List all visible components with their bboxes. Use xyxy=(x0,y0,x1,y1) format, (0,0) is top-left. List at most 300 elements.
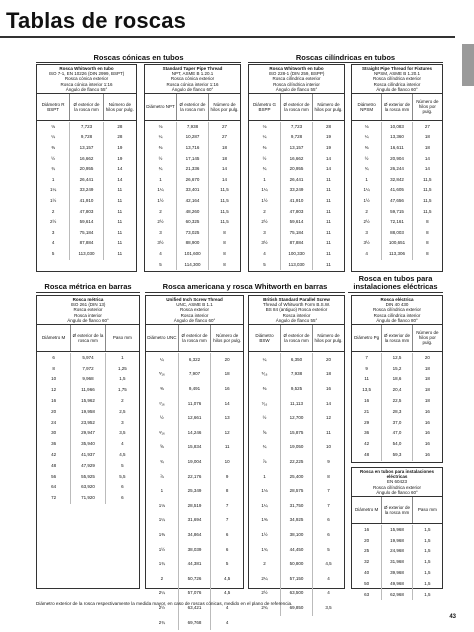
table-cell: 15,962 xyxy=(71,396,105,407)
table-row xyxy=(249,143,344,154)
section-rule xyxy=(348,292,443,293)
table-cell: 17,145 xyxy=(177,154,209,165)
table-row xyxy=(146,513,243,528)
table-cell: 18 xyxy=(221,145,227,151)
table-cell: 6 xyxy=(225,531,229,537)
table-row xyxy=(37,407,139,418)
table-cell: 1,5 xyxy=(424,537,431,543)
table-cell: 8 xyxy=(225,488,229,494)
table-body xyxy=(37,121,136,260)
table-cell: 71,920 xyxy=(71,493,105,504)
table-cell: 27 xyxy=(221,134,227,140)
table-cell: 8 xyxy=(223,250,226,256)
table-cell: ½ xyxy=(146,411,179,426)
table-cell: 28 xyxy=(325,123,331,129)
table-header-line: Unified Inch Screw Thread xyxy=(166,297,223,302)
table-cell: 23,952 xyxy=(71,418,105,429)
table-cell: ½ xyxy=(352,154,382,165)
table-cell: ⁵⁄₁₆ xyxy=(249,367,281,382)
section-heading-cilindricas: Roscas cilíndricas en tubos xyxy=(295,53,396,62)
table-cell: ¼ xyxy=(146,353,179,368)
table-row xyxy=(146,470,243,485)
table-cell: 20 xyxy=(37,407,71,418)
table-header-line: Rosca interior xyxy=(74,312,102,318)
table-row xyxy=(249,513,344,528)
table-cell: 1,25 xyxy=(117,365,127,371)
table-row xyxy=(37,482,139,493)
table-cell: 11 xyxy=(117,219,123,225)
table-cell: 25 xyxy=(352,546,382,557)
section-heading-conicas: Roscas cónicas en tubos xyxy=(93,53,184,62)
table-cell: 38,100 xyxy=(281,528,313,543)
table-cell: 8 xyxy=(426,250,429,256)
table-cell: 33,401 xyxy=(177,185,209,196)
column-headers xyxy=(352,325,442,352)
table-cell: 14 xyxy=(117,176,123,182)
table-row xyxy=(352,228,442,239)
table-cell: 13,5 xyxy=(352,385,382,396)
table-cell: 55,925 xyxy=(71,472,105,483)
table-cell: 1⅜ xyxy=(146,528,179,543)
table-cell: 20 xyxy=(325,356,331,362)
table-cell: ⅝ xyxy=(146,440,179,455)
table-cell: 7,938 xyxy=(177,122,209,133)
table-row xyxy=(249,185,344,196)
column-header: Número de hilos por pulg. xyxy=(416,99,439,115)
table-cell: 2 xyxy=(352,207,382,218)
table-cell: 11 xyxy=(326,261,331,267)
table-row xyxy=(352,568,442,579)
table-cell: 2½ xyxy=(146,601,179,616)
table-cell: 28 xyxy=(117,123,123,129)
table-cell: 62,968 xyxy=(382,590,412,601)
table-cell: 41,605 xyxy=(382,185,412,196)
table-header-line: NPT, ASME B 1.20.1 xyxy=(171,71,214,77)
table-header-line: Rosca métrica xyxy=(72,297,104,302)
table-cell: ⁹⁄₁₆ xyxy=(146,426,179,441)
table-row xyxy=(145,164,240,175)
table-header-line: Ángulo de flanco 60° xyxy=(173,317,216,323)
table-cell: 3½ xyxy=(249,238,281,249)
column-header: Número de hilos por pulg. xyxy=(105,101,134,112)
table-cell: 13,157 xyxy=(281,143,313,154)
table-cell: 1 xyxy=(249,175,281,186)
table-cell: 19,968 xyxy=(382,536,412,547)
table-header-line: Rosca Whitworth en tubo xyxy=(59,66,114,71)
table-row xyxy=(145,228,240,239)
table-header-line: Rosca cilíndrica interior xyxy=(373,81,421,87)
table-cell: 28 xyxy=(117,134,123,140)
table-cell: 8 xyxy=(327,473,330,479)
table-row xyxy=(352,536,442,547)
table-header-line: Rosca cónica exterior xyxy=(64,76,109,82)
table-cell: 1¼ xyxy=(145,185,177,196)
column-header: Diámetro R BSPT xyxy=(37,94,70,120)
column-header: Ø exterior de la rosca mm xyxy=(70,94,103,120)
section-rule xyxy=(248,62,443,63)
table-cell: 42,164 xyxy=(177,196,209,207)
table-cell: 20,4 xyxy=(382,385,412,396)
page-title: Tablas de roscas xyxy=(6,8,187,33)
table-header xyxy=(352,468,442,497)
table-cell: 11 xyxy=(224,444,230,450)
table-header xyxy=(145,65,240,94)
table-cell: 16 xyxy=(424,419,430,425)
table-cell: 16 xyxy=(352,396,382,407)
table-cell: 2¾ xyxy=(249,601,281,616)
table-cell: ⅛ xyxy=(249,122,281,133)
table-cell: 42 xyxy=(37,450,71,461)
table-cell: 39,968 xyxy=(382,568,412,579)
table-header xyxy=(249,65,344,94)
table-cell: 44,381 xyxy=(179,557,212,572)
table-row xyxy=(352,238,442,249)
table-row xyxy=(352,525,442,536)
table-cell: 100,330 xyxy=(281,249,313,260)
table-cell: 2¼ xyxy=(249,572,281,587)
column-headers xyxy=(352,497,442,524)
column-headers xyxy=(249,325,344,352)
table-cell: 7,972 xyxy=(71,364,105,375)
table-cell: 7 xyxy=(225,517,229,523)
table-cell: 19,050 xyxy=(281,440,313,455)
table-cell: 16 xyxy=(424,430,430,436)
table-header xyxy=(37,65,136,94)
table-cell: 1,5 xyxy=(424,570,431,576)
table-row xyxy=(352,579,442,590)
table-cell: 2½ xyxy=(145,217,177,228)
table-cell: 13,716 xyxy=(177,143,209,154)
table-row xyxy=(249,470,344,485)
table-header-line: Thread of Whitworth Form B.S.W. xyxy=(262,302,331,308)
table-header-line: Ángulo de flanco 55° xyxy=(275,86,318,92)
table-cell: 25,349 xyxy=(179,484,212,499)
table-cell: ⅜ xyxy=(146,382,179,397)
table-row xyxy=(352,132,442,143)
table-cell: 10 xyxy=(224,459,230,465)
table-row xyxy=(146,411,243,426)
table-cell: 19 xyxy=(117,145,123,151)
table-cell: 14 xyxy=(224,400,230,406)
table-cell: 72,161 xyxy=(382,217,412,228)
column-header: Diámetro M xyxy=(37,325,71,351)
table-cell: 28,575 xyxy=(281,484,313,499)
table-npt xyxy=(144,64,241,272)
table-row xyxy=(145,175,240,186)
table-cell: 20 xyxy=(424,354,430,360)
table-cell: 9,968 xyxy=(71,374,105,385)
table-cell: 59,3 xyxy=(382,450,412,461)
table-cell: 47,803 xyxy=(70,207,103,218)
table-cell: ⅛ xyxy=(37,122,70,133)
table-cell: 15,875 xyxy=(281,426,313,441)
table-cell: 1 xyxy=(352,175,382,186)
table-cell: 11,966 xyxy=(71,385,105,396)
table-cell: 72 xyxy=(37,493,71,504)
table-cell: ⅛ xyxy=(145,122,177,133)
table-cell: 1½ xyxy=(37,196,70,207)
table-cell: 6 xyxy=(327,517,330,523)
table-row xyxy=(352,249,442,260)
table-cell: 1 xyxy=(121,354,124,360)
table-row xyxy=(249,411,344,426)
table-cell: 4 xyxy=(225,619,229,625)
table-cell: 69,850 xyxy=(281,601,313,616)
table-row xyxy=(352,450,442,461)
column-header: Ø exterior de la rosca mm xyxy=(382,325,412,351)
table-row xyxy=(37,175,136,186)
table-cell: 8 xyxy=(426,219,429,225)
table-row xyxy=(37,374,139,385)
table-cell: 1,5 xyxy=(424,548,431,554)
table-row xyxy=(352,196,442,207)
table-cell: 37,0 xyxy=(382,418,412,429)
table-cell: 11,5 xyxy=(423,208,432,214)
table-cell: 1,5 xyxy=(424,591,431,597)
table-cell: 16,662 xyxy=(70,154,103,165)
table-bsw xyxy=(248,295,345,610)
section-tab-marker xyxy=(462,44,474,86)
table-row xyxy=(249,217,344,228)
table-cell: 1½ xyxy=(249,196,281,207)
table-row xyxy=(37,450,139,461)
table-cell: 11 xyxy=(352,374,382,385)
table-cell: 18 xyxy=(424,365,430,371)
table-row xyxy=(249,353,344,368)
table-row xyxy=(249,367,344,382)
table-cell: 8 xyxy=(223,229,226,235)
table-cell: 2 xyxy=(249,557,281,572)
table-cell: 22,176 xyxy=(179,470,212,485)
table-cell: 30 xyxy=(37,428,71,439)
table-cell: 100,651 xyxy=(382,238,412,249)
table-cell: 33,249 xyxy=(70,185,103,196)
table-row xyxy=(146,499,243,514)
table-row xyxy=(249,154,344,165)
table-header-line: Rosca cónica interior 1:16 xyxy=(60,81,113,87)
table-cell: 28,519 xyxy=(179,499,212,514)
table-header-line: Rosca cilíndrica interior xyxy=(273,81,320,87)
table-cell: 18 xyxy=(424,398,430,404)
table-cell: 11 xyxy=(326,208,331,214)
table-cell: 1 xyxy=(249,470,281,485)
table-row xyxy=(146,367,243,382)
table-cell: 2 xyxy=(145,207,177,218)
table-row xyxy=(37,472,139,483)
table-row xyxy=(249,196,344,207)
table-body xyxy=(37,352,139,504)
table-cell: 27 xyxy=(221,123,227,129)
column-headers xyxy=(37,325,139,352)
table-cell: 6 xyxy=(225,546,229,552)
table-row xyxy=(352,154,442,165)
table-cell: 8 xyxy=(223,240,226,246)
table-row xyxy=(352,428,442,439)
table-cell: ⁷⁄₁₆ xyxy=(249,397,281,412)
section-heading-electricas: Rosca en tubos para instalaciones eléctricas xyxy=(353,274,438,292)
footnote: Diámetro exterior de la rosca respectivamente la medida mayor, en caso de roscas cónicas, medido en el plano de referencia. xyxy=(36,601,293,606)
table-body xyxy=(249,352,344,616)
table-row xyxy=(146,397,243,412)
table-cell: 1 xyxy=(145,175,177,186)
table-cell: 4 xyxy=(327,590,330,596)
table-unc xyxy=(145,295,244,625)
table-cell: ⅜ xyxy=(37,143,70,154)
table-cell: 11 xyxy=(117,208,123,214)
table-row xyxy=(352,546,442,557)
table-cell: 34,925 xyxy=(281,513,313,528)
table-row xyxy=(249,455,344,470)
table-row xyxy=(37,164,136,175)
table-cell: 7 xyxy=(327,488,330,494)
table-header-line: Rosca cónica exterior xyxy=(170,76,215,82)
table-row xyxy=(37,207,136,218)
table-cell: 16 xyxy=(224,386,230,392)
table-row xyxy=(37,364,139,375)
table-row xyxy=(249,249,344,260)
table-cell: 32 xyxy=(352,557,382,568)
table-cell: 50,800 xyxy=(281,557,313,572)
table-cell: 1,75 xyxy=(117,387,127,393)
table-row xyxy=(352,185,442,196)
table-cell: 16 xyxy=(424,441,430,447)
table-cell: 7 xyxy=(225,502,229,508)
table-cell: ⅛ xyxy=(352,122,382,133)
table-cell: 20,955 xyxy=(281,164,313,175)
table-cell: ⅞ xyxy=(146,470,179,485)
table-cell: 29,947 xyxy=(71,428,105,439)
table-row xyxy=(146,440,243,455)
table-row xyxy=(352,374,442,385)
table-bspt xyxy=(36,64,137,272)
table-cell: 1⅛ xyxy=(146,499,179,514)
table-header-line: Ángulo de flanco 60° xyxy=(376,489,418,495)
table-cell: 7,723 xyxy=(70,122,103,133)
table-row xyxy=(145,249,240,260)
section-heading-metrica: Rosca métrica en barras xyxy=(44,282,132,291)
table-row xyxy=(37,132,136,143)
table-header-line: Ángulo de flanco 60° xyxy=(376,86,418,92)
table-cell: 10 xyxy=(37,374,71,385)
table-cell: 5 xyxy=(225,561,229,567)
column-header: Ø exterior de la rosca mm xyxy=(281,325,313,351)
column-headers xyxy=(352,94,442,121)
column-header: Ø exterior de la rosca mm xyxy=(179,325,212,351)
table-cell: 63 xyxy=(352,590,382,601)
table-row xyxy=(352,364,442,375)
table-cell: 31,694 xyxy=(179,513,212,528)
table-cell: 11,5 xyxy=(220,198,229,204)
column-headers xyxy=(145,94,240,121)
table-cell: 10 xyxy=(325,444,331,450)
table-cell: 13 xyxy=(224,415,230,421)
table-cell: 50 xyxy=(352,579,382,590)
table-cell: 11 xyxy=(326,229,331,235)
column-header: Paso mm xyxy=(417,507,437,513)
table-row xyxy=(249,238,344,249)
table-cell: 59,614 xyxy=(281,217,313,228)
table-cell: 47,656 xyxy=(382,196,412,207)
table-cell: 11,5 xyxy=(423,176,432,182)
table-cell: 88,900 xyxy=(177,238,209,249)
table-cell: 6,350 xyxy=(281,353,313,368)
table-header-line: Straight Pipe Thread for Fixtures xyxy=(361,66,432,71)
table-header-line: ISO 7-1, EN 10226 (DIN 2999, BSPT) xyxy=(48,71,125,77)
table-metrica xyxy=(36,295,140,589)
table-row xyxy=(249,543,344,558)
table-cell: 16 xyxy=(352,525,382,536)
table-cell: 12 xyxy=(325,415,331,421)
table-cell: 16 xyxy=(37,396,71,407)
table-cell: 19,958 xyxy=(71,407,105,418)
table-header-line: ISO 261 (DIN 13) xyxy=(70,302,106,308)
table-cell: 4,5 xyxy=(325,561,332,567)
table-cell: 2½ xyxy=(352,217,382,228)
table-cell: 48,260 xyxy=(177,207,209,218)
table-cell: 9 xyxy=(327,459,330,465)
table-cell: 18 xyxy=(424,376,430,382)
table-row xyxy=(145,217,240,228)
table-row xyxy=(352,217,442,228)
table-row xyxy=(249,382,344,397)
table-cell: 63,500 xyxy=(281,586,313,601)
table-cell: 24,968 xyxy=(382,546,412,557)
table-row xyxy=(249,164,344,175)
table-cell: 44,450 xyxy=(281,543,313,558)
table-cell: ¼ xyxy=(37,132,70,143)
table-cell: 5 xyxy=(145,260,177,271)
table-cell: 3 xyxy=(145,228,177,239)
table-cell: 7,938 xyxy=(281,367,313,382)
table-cell: ⅜ xyxy=(249,143,281,154)
table-row xyxy=(145,122,240,133)
table-cell: 11 xyxy=(326,240,331,246)
table-row xyxy=(249,484,344,499)
table-cell: 87,884 xyxy=(70,238,103,249)
table-cell: 35,940 xyxy=(71,439,105,450)
table-cell: 4 xyxy=(352,249,382,260)
table-cell: 12 xyxy=(37,385,71,396)
table-row xyxy=(145,260,240,271)
table-cell: ¾ xyxy=(352,164,382,175)
table-cell: 18 xyxy=(424,387,430,393)
table-row xyxy=(352,557,442,568)
table-cell: 11 xyxy=(326,187,331,193)
table-header-line: Rosca cónica interior 1:16 xyxy=(166,81,219,87)
table-header-line: Rosca eléctrica xyxy=(380,297,414,302)
table-cell: ¼ xyxy=(249,132,281,143)
table-header xyxy=(146,296,243,325)
table-cell: 11,5 xyxy=(423,187,432,193)
table-header xyxy=(352,296,442,325)
table-row xyxy=(249,426,344,441)
table-cell: 11,5 xyxy=(423,198,432,204)
table-cell: 13,360 xyxy=(382,132,412,143)
table-cell: ½ xyxy=(145,154,177,165)
table-cell: 8 xyxy=(426,229,429,235)
table-header xyxy=(352,65,442,94)
table-row xyxy=(249,122,344,133)
table-cell: 11 xyxy=(326,429,331,435)
table-cell: 4,5 xyxy=(224,590,231,596)
table-cell: 31,968 xyxy=(382,557,412,568)
table-cell: 47,803 xyxy=(281,207,313,218)
table-cell: 19 xyxy=(117,155,123,161)
table-cell: 10,083 xyxy=(382,122,412,133)
table-cell: 11 xyxy=(117,187,123,193)
table-cell: 2 xyxy=(249,207,281,218)
table-cell: 15,834 xyxy=(179,440,212,455)
